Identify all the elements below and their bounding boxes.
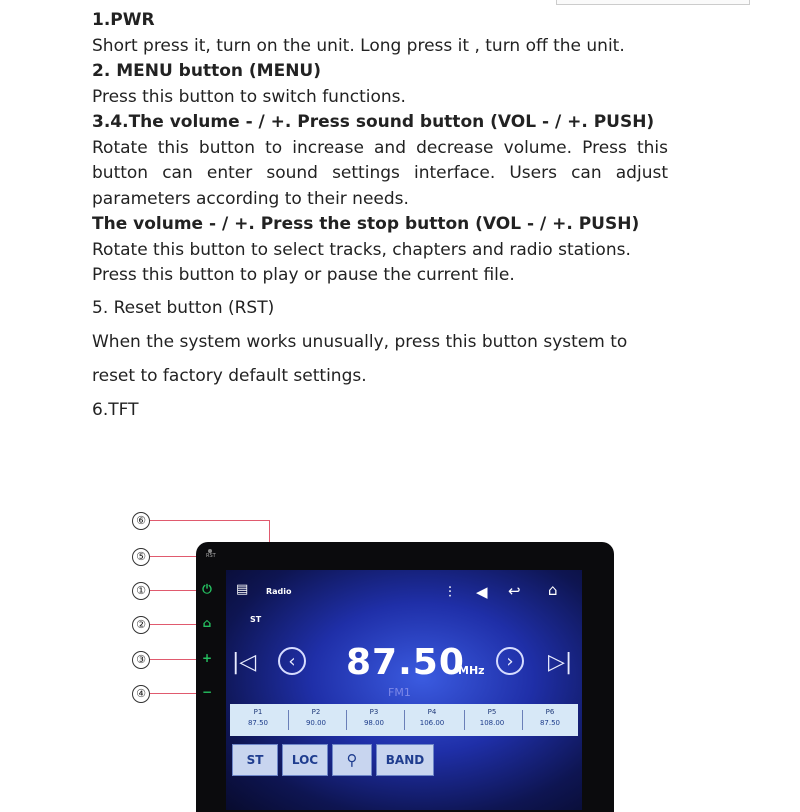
preset-name: P3 (369, 708, 379, 716)
heading-volume-stop: The volume - / +. Press the stop button (VOL - / +. PUSH) (92, 214, 640, 234)
text-pwr: Short press it, turn on the unit. Long press it , turn off the unit. (92, 35, 625, 56)
text-volume-2: button can enter sound settings interface. Users can adjust (92, 163, 668, 183)
callout-4: ④ (132, 685, 150, 703)
preset-p1[interactable] (232, 707, 284, 729)
loc-button[interactable]: LOC (282, 744, 328, 776)
heading-tft: 6.TFT (92, 400, 139, 420)
text-reset-1: When the system works unusually, press this button system to (92, 332, 628, 352)
heading-reset: 5. Reset button (RST) (92, 297, 275, 318)
leader-line-6 (150, 520, 270, 521)
preset-p3[interactable] (348, 707, 400, 729)
manual-text (92, 8, 668, 423)
text-volume-1: Rotate this button to increase and decrease volume. Press this (92, 137, 668, 158)
equalizer-icon: ⫶ (448, 583, 452, 601)
back-icon: ↩ (508, 582, 521, 600)
callout-6: ⑥ (132, 512, 150, 530)
preset-freq: 90.00 (305, 719, 327, 727)
text-volume-stop-2: Press this button to play or pause the current file. (92, 265, 515, 285)
frequency-display: 87.50 (346, 642, 465, 683)
preset-p5[interactable] (466, 707, 518, 729)
callout-2: ② (132, 616, 150, 634)
volume-up-icon: + (201, 651, 213, 665)
search-icon: ⚲ (346, 751, 358, 769)
preset-bar (230, 704, 578, 736)
preset-divider (464, 710, 465, 730)
top-frame-edge (556, 0, 750, 5)
text-menu: Press this button to switch functions. (92, 86, 406, 107)
callout-3: ③ (132, 651, 150, 669)
preset-freq: 106.00 (419, 719, 445, 727)
text-volume-stop-1: Rotate this button to select tracks, chapters and radio stations. (92, 239, 631, 260)
text-volume-3: parameters according to their needs. (92, 188, 409, 209)
leader-line-3 (150, 659, 202, 660)
volume-down-icon: − (201, 685, 213, 699)
leader-line-1 (150, 590, 202, 591)
power-icon: ⏻ (202, 582, 212, 596)
preset-name: P1 (253, 708, 263, 716)
radio-icon: ▤ (236, 582, 249, 597)
heading-volume: 3.4.The volume - / +. Press sound button (VOL - / +. PUSH) (92, 112, 655, 132)
seek-forward-icon: › (496, 647, 524, 675)
seek-back-icon: ‹ (278, 647, 306, 675)
preset-divider (404, 710, 405, 730)
preset-divider (522, 710, 523, 730)
speaker-icon: ◀ (476, 583, 488, 601)
band-button[interactable]: BAND (376, 744, 434, 776)
leader-line-2 (150, 624, 202, 625)
leader-line-4 (150, 693, 202, 694)
preset-freq: 87.50 (539, 719, 561, 727)
preset-divider (346, 710, 347, 730)
preset-name: P4 (427, 708, 437, 716)
heading-menu: 2. MENU button (MENU) (92, 61, 322, 81)
skip-previous-icon: |◁ (232, 650, 257, 675)
callout-1: ① (132, 582, 150, 600)
stereo-label: ST (250, 615, 262, 624)
preset-freq: 98.00 (363, 719, 385, 727)
preset-name: P5 (487, 708, 497, 716)
mode-label: Radio (266, 587, 292, 596)
preset-freq: 108.00 (479, 719, 505, 727)
home-icon: ⌂ (202, 616, 212, 630)
search-button[interactable] (332, 744, 372, 776)
text-reset-2: reset to factory default settings. (92, 366, 367, 386)
preset-name: P2 (311, 708, 321, 716)
preset-divider (288, 710, 289, 730)
preset-freq: 87.50 (247, 719, 269, 727)
st-button[interactable]: ST (232, 744, 278, 776)
callout-5: ⑤ (132, 548, 150, 566)
preset-p4[interactable] (406, 707, 458, 729)
preset-name: P6 (545, 708, 555, 716)
preset-p2[interactable] (290, 707, 342, 729)
tft-screen (226, 570, 582, 810)
preset-p6[interactable] (524, 707, 576, 729)
reset-label: RST (206, 553, 216, 559)
home-screen-icon: ⌂ (548, 581, 558, 599)
heading-pwr: 1.PWR (92, 10, 155, 30)
frequency-unit: MHz (458, 664, 485, 677)
skip-next-icon: ▷| (548, 650, 573, 675)
band-indicator: FM1 (388, 686, 411, 699)
